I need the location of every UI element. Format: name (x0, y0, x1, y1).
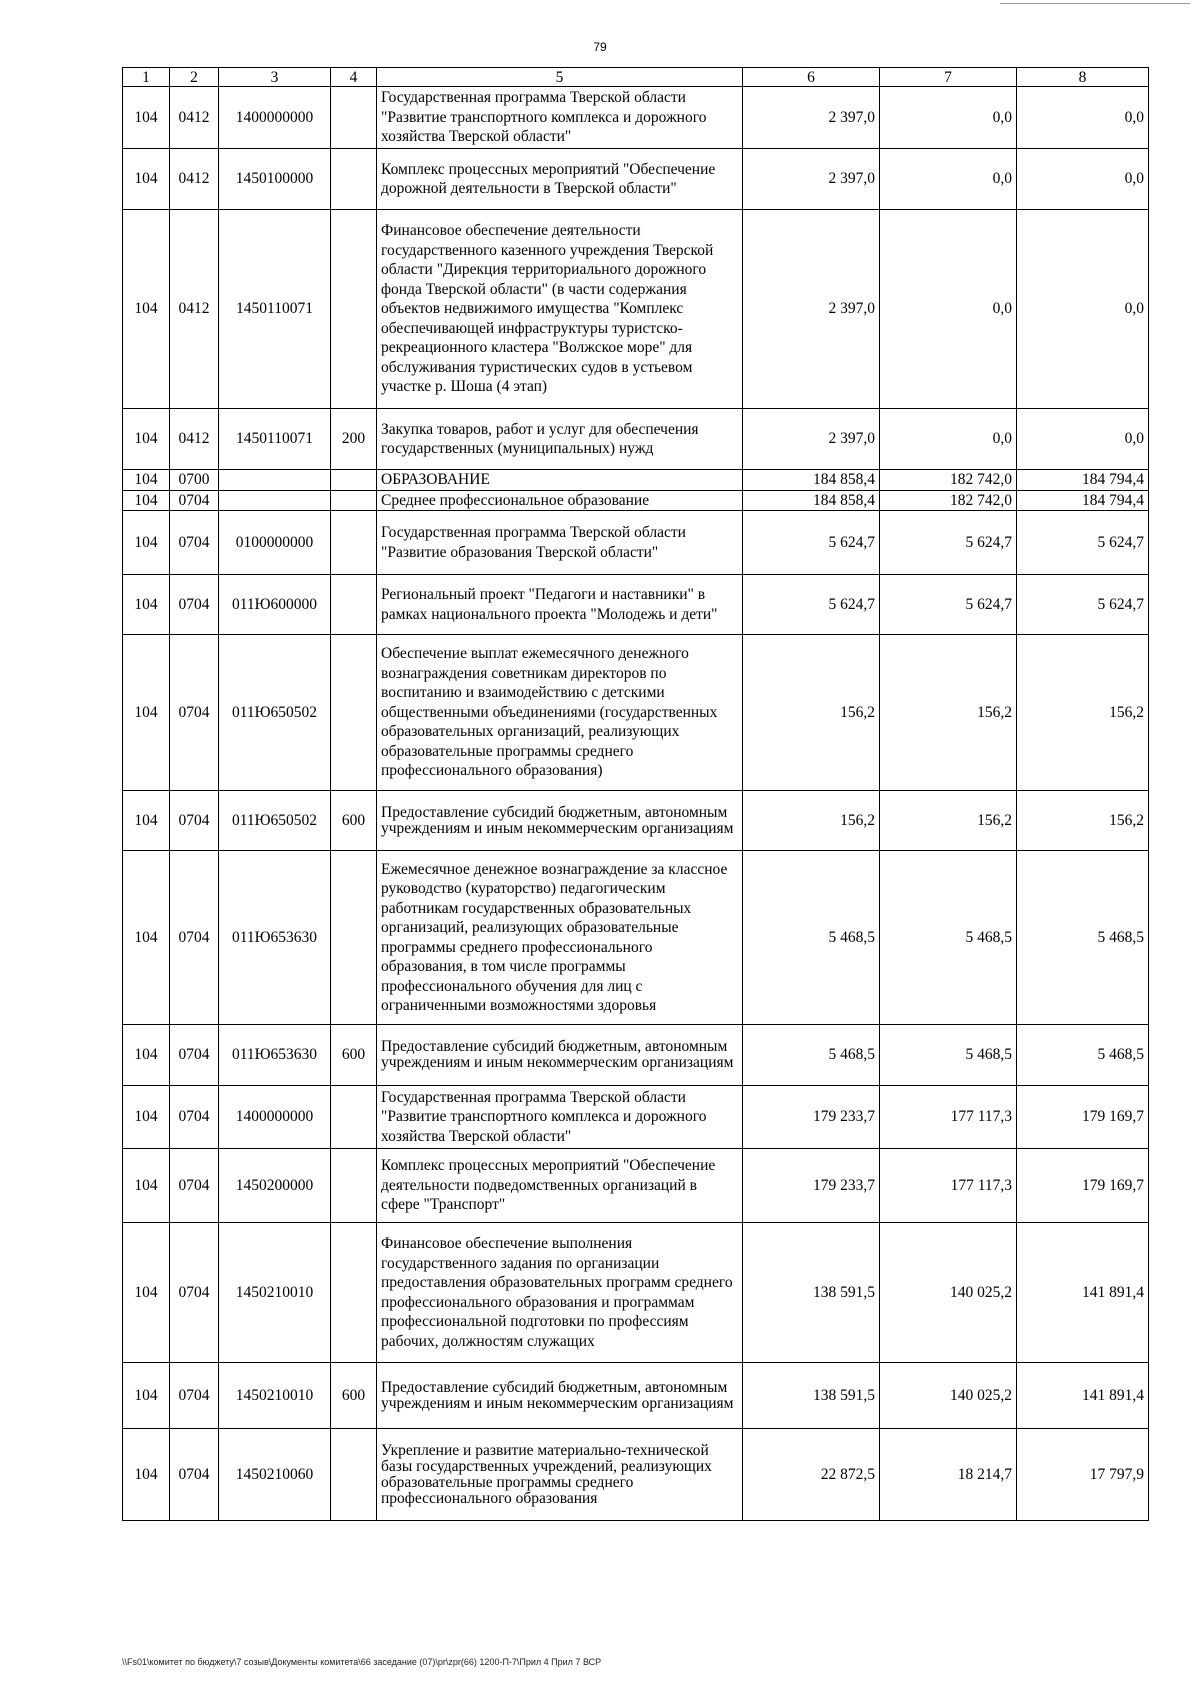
cell-amount-year1: 5 468,5 (743, 1025, 880, 1086)
cell-amount-year2: 156,2 (880, 791, 1017, 851)
cell-section: 104 (123, 210, 170, 409)
column-header: 6 (743, 68, 880, 87)
cell-name: Закупка товаров, работ и услуг для обеспечения государственных (муниципальных) нужд (377, 409, 743, 470)
table-row (123, 791, 1149, 851)
cell-name: Предоставление субсидий бюджетным, автономным учреждениям и иным некоммерческим организациям (377, 1363, 743, 1429)
cell-expense-type (331, 1149, 377, 1223)
cell-chapter: 0704 (170, 851, 219, 1025)
cell-amount-year3: 5 624,7 (1017, 511, 1149, 575)
cell-amount-year2: 5 468,5 (880, 851, 1017, 1025)
cell-section: 104 (123, 87, 170, 149)
cell-amount-year2: 0,0 (880, 409, 1017, 470)
cell-amount-year2: 0,0 (880, 87, 1017, 149)
cell-amount-year3: 184 794,4 (1017, 490, 1149, 511)
column-header: 2 (170, 68, 219, 87)
column-header: 3 (219, 68, 331, 87)
cell-amount-year2: 177 117,3 (880, 1149, 1017, 1223)
cell-amount-year1: 184 858,4 (743, 470, 880, 491)
cell-chapter: 0704 (170, 1429, 219, 1521)
cell-name: ОБРАЗОВАНИЕ (377, 470, 743, 491)
cell-amount-year1: 2 397,0 (743, 149, 880, 210)
cell-amount-year2: 140 025,2 (880, 1223, 1017, 1363)
footer-file-path: \\Fs01\комитет по бюджету\7 созыв\Документы комитета\66 заседание (07)\pr\zpr(66) 1200-П-7\Прил 4 Прил 7 ВСР (122, 1657, 602, 1667)
cell-expense-type (331, 1429, 377, 1521)
cell-section: 104 (123, 1149, 170, 1223)
cell-amount-year3: 141 891,4 (1017, 1363, 1149, 1429)
cell-section: 104 (123, 1363, 170, 1429)
cell-amount-year3: 5 468,5 (1017, 1025, 1149, 1086)
cell-amount-year1: 22 872,5 (743, 1429, 880, 1521)
cell-target-article: 011Ю650502 (219, 791, 331, 851)
cell-chapter: 0704 (170, 1363, 219, 1429)
cell-amount-year3: 0,0 (1017, 149, 1149, 210)
cell-amount-year1: 179 233,7 (743, 1149, 880, 1223)
cell-amount-year2: 18 214,7 (880, 1429, 1017, 1521)
cell-section: 104 (123, 409, 170, 470)
cell-amount-year2: 5 624,7 (880, 511, 1017, 575)
table-row (123, 635, 1149, 791)
cell-name: Укрепление и развитие материально-технической базы государственных учреждений, реализующих образовательные программы среднего профессионального образования (377, 1429, 743, 1521)
cell-expense-type: 600 (331, 791, 377, 851)
cell-amount-year1: 184 858,4 (743, 490, 880, 511)
cell-target-article: 011Ю600000 (219, 575, 331, 635)
cell-expense-type (331, 575, 377, 635)
cell-chapter: 0704 (170, 791, 219, 851)
cell-amount-year3: 156,2 (1017, 635, 1149, 791)
cell-target-article: 1400000000 (219, 87, 331, 149)
cell-section: 104 (123, 511, 170, 575)
cell-target-article: 1450200000 (219, 1149, 331, 1223)
cell-amount-year3: 0,0 (1017, 210, 1149, 409)
page-number: 79 (593, 40, 607, 54)
cell-amount-year3: 156,2 (1017, 791, 1149, 851)
cell-section: 104 (123, 1025, 170, 1086)
cell-name: Региональный проект "Педагоги и наставники" в рамках национального проекта "Молодежь и дети" (377, 575, 743, 635)
cell-amount-year1: 179 233,7 (743, 1086, 880, 1149)
cell-amount-year3: 179 169,7 (1017, 1086, 1149, 1149)
cell-expense-type (331, 851, 377, 1025)
cell-section: 104 (123, 851, 170, 1025)
cell-section: 104 (123, 635, 170, 791)
cell-section: 104 (123, 1223, 170, 1363)
cell-amount-year2: 156,2 (880, 635, 1017, 791)
cell-target-article: 1450110071 (219, 409, 331, 470)
cell-chapter: 0704 (170, 1025, 219, 1086)
cell-chapter: 0704 (170, 635, 219, 791)
column-header: 5 (377, 68, 743, 87)
cell-chapter: 0704 (170, 511, 219, 575)
table-row (123, 87, 1149, 149)
cell-expense-type (331, 635, 377, 791)
cell-expense-type (331, 210, 377, 409)
header-row (123, 68, 1149, 87)
cell-chapter: 0412 (170, 409, 219, 470)
table-row (123, 511, 1149, 575)
table-row (123, 1363, 1149, 1429)
cell-name: Среднее профессиональное образование (377, 490, 743, 511)
cell-name: Финансовое обеспечение выполнения государственного задания по организации предоставления образовательных программ среднего профессионального образования и программам профессиональной подготовки по профессиям рабочих, должностям служащих (377, 1223, 743, 1363)
table-row (123, 490, 1149, 511)
cell-amount-year1: 156,2 (743, 791, 880, 851)
cell-target-article: 1450210010 (219, 1223, 331, 1363)
cell-amount-year3: 0,0 (1017, 409, 1149, 470)
table-row (123, 575, 1149, 635)
cell-target-article: 011Ю653630 (219, 851, 331, 1025)
cell-amount-year1: 5 624,7 (743, 575, 880, 635)
cell-target-article: 011Ю650502 (219, 635, 331, 791)
cell-name: Обеспечение выплат ежемесячного денежного вознаграждения советникам директоров по воспитанию и взаимодействию с детскими общественными объединениями (государственных образовательных организаций, реализующих образовательные программы среднего профессионального образования) (377, 635, 743, 791)
cell-name: Финансовое обеспечение деятельности государственного казенного учреждения Тверской области "Дирекция территориального дорожного фонда Тверской области" (в части содержания объектов недвижимого имущества "Комплекс обеспечивающей инфраструктуры туристско-рекреационного кластера "Волжское море" для обслуживания туристических судов в устьевом участке р. Шоша (4 этап) (377, 210, 743, 409)
cell-name: Ежемесячное денежное вознаграждение за классное руководство (кураторство) педагогическим работникам государственных образовательных организаций, реализующих образовательные программы среднего профессионального образования, в том числе программы профессионального обучения для лиц с ограниченными возможностями здоровья (377, 851, 743, 1025)
cell-chapter: 0704 (170, 1223, 219, 1363)
table-row (123, 1025, 1149, 1086)
cell-amount-year1: 2 397,0 (743, 210, 880, 409)
cell-expense-type (331, 1223, 377, 1363)
table-row (123, 1429, 1149, 1521)
cell-target-article (219, 490, 331, 511)
cell-section: 104 (123, 490, 170, 511)
cell-section: 104 (123, 149, 170, 210)
cell-chapter: 0412 (170, 149, 219, 210)
cell-chapter: 0412 (170, 210, 219, 409)
table-row (123, 470, 1149, 491)
cell-name: Государственная программа Тверской области "Развитие транспортного комплекса и дорожного хозяйства Тверской области" (377, 1086, 743, 1149)
cell-chapter: 0704 (170, 1086, 219, 1149)
cell-amount-year2: 5 624,7 (880, 575, 1017, 635)
cell-expense-type (331, 87, 377, 149)
cell-target-article: 1450100000 (219, 149, 331, 210)
cell-expense-type (331, 511, 377, 575)
cell-expense-type: 600 (331, 1363, 377, 1429)
cell-name: Предоставление субсидий бюджетным, автономным учреждениям и иным некоммерческим организациям (377, 791, 743, 851)
cell-amount-year3: 179 169,7 (1017, 1149, 1149, 1223)
cell-amount-year2: 5 468,5 (880, 1025, 1017, 1086)
cell-target-article: 1450210060 (219, 1429, 331, 1521)
cell-name: Государственная программа Тверской области "Развитие образования Тверской области" (377, 511, 743, 575)
cell-amount-year2: 140 025,2 (880, 1363, 1017, 1429)
cell-amount-year3: 5 468,5 (1017, 851, 1149, 1025)
cell-chapter: 0704 (170, 575, 219, 635)
cell-amount-year3: 5 624,7 (1017, 575, 1149, 635)
cell-chapter: 0700 (170, 470, 219, 491)
cell-expense-type: 200 (331, 409, 377, 470)
scan-edge-line (1000, 3, 1190, 4)
cell-amount-year3: 184 794,4 (1017, 470, 1149, 491)
cell-section: 104 (123, 470, 170, 491)
cell-amount-year1: 2 397,0 (743, 87, 880, 149)
cell-amount-year1: 156,2 (743, 635, 880, 791)
cell-amount-year1: 138 591,5 (743, 1223, 880, 1363)
cell-expense-type (331, 490, 377, 511)
table-row (123, 210, 1149, 409)
cell-amount-year2: 177 117,3 (880, 1086, 1017, 1149)
cell-name: Комплекс процессных мероприятий "Обеспечение деятельности подведомственных организаций в сфере "Транспорт" (377, 1149, 743, 1223)
table-row (123, 1223, 1149, 1363)
cell-name: Комплекс процессных мероприятий "Обеспечение дорожной деятельности в Тверской области" (377, 149, 743, 210)
cell-expense-type (331, 149, 377, 210)
cell-target-article: 1450110071 (219, 210, 331, 409)
column-header: 8 (1017, 68, 1149, 87)
budget-table (122, 67, 1149, 1521)
cell-expense-type (331, 1086, 377, 1149)
cell-amount-year2: 0,0 (880, 149, 1017, 210)
cell-target-article: 1450210010 (219, 1363, 331, 1429)
cell-target-article: 011Ю653630 (219, 1025, 331, 1086)
cell-section: 104 (123, 791, 170, 851)
cell-amount-year3: 17 797,9 (1017, 1429, 1149, 1521)
cell-amount-year3: 0,0 (1017, 87, 1149, 149)
cell-target-article: 0100000000 (219, 511, 331, 575)
column-header: 1 (123, 68, 170, 87)
cell-name: Государственная программа Тверской области "Развитие транспортного комплекса и дорожного хозяйства Тверской области" (377, 87, 743, 149)
column-header: 4 (331, 68, 377, 87)
cell-amount-year1: 5 624,7 (743, 511, 880, 575)
cell-name: Предоставление субсидий бюджетным, автономным учреждениям и иным некоммерческим организациям (377, 1025, 743, 1086)
cell-chapter: 0704 (170, 490, 219, 511)
cell-amount-year1: 2 397,0 (743, 409, 880, 470)
cell-chapter: 0704 (170, 1149, 219, 1223)
cell-amount-year3: 141 891,4 (1017, 1223, 1149, 1363)
cell-amount-year2: 0,0 (880, 210, 1017, 409)
cell-section: 104 (123, 1086, 170, 1149)
cell-target-article: 1400000000 (219, 1086, 331, 1149)
cell-amount-year1: 5 468,5 (743, 851, 880, 1025)
cell-section: 104 (123, 1429, 170, 1521)
cell-expense-type (331, 470, 377, 491)
table-row (123, 409, 1149, 470)
cell-section: 104 (123, 575, 170, 635)
table-row (123, 851, 1149, 1025)
cell-target-article (219, 470, 331, 491)
column-header: 7 (880, 68, 1017, 87)
cell-amount-year2: 182 742,0 (880, 470, 1017, 491)
cell-expense-type: 600 (331, 1025, 377, 1086)
table-row (123, 1086, 1149, 1149)
cell-chapter: 0412 (170, 87, 219, 149)
cell-amount-year1: 138 591,5 (743, 1363, 880, 1429)
table-row (123, 149, 1149, 210)
cell-amount-year2: 182 742,0 (880, 490, 1017, 511)
table-row (123, 1149, 1149, 1223)
